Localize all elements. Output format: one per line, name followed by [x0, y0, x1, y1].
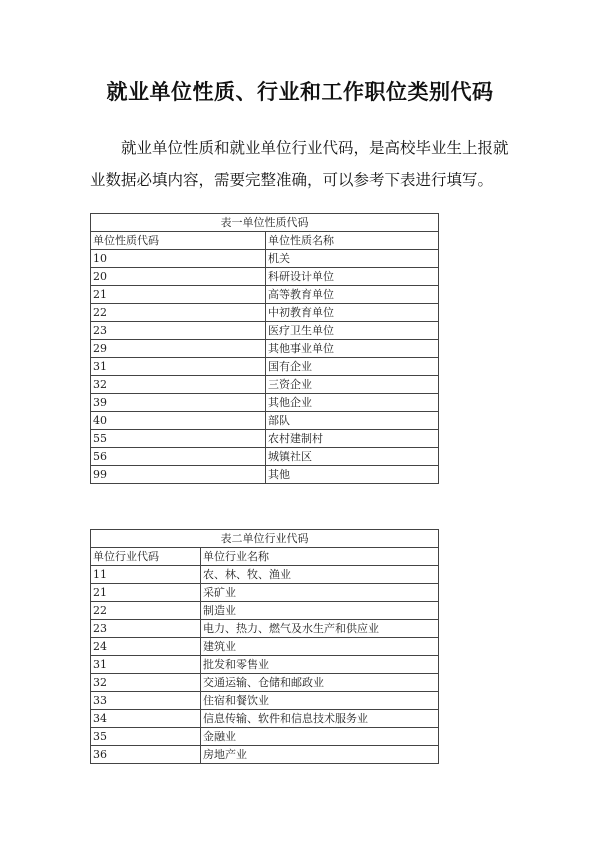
code-cell: 34: [91, 710, 201, 728]
table-caption: 表二单位行业代码: [91, 530, 439, 548]
name-cell: 采矿业: [201, 584, 439, 602]
table-row: [91, 448, 439, 466]
table-row: [91, 728, 439, 746]
table-row: [91, 322, 439, 340]
code-cell: 21: [91, 286, 266, 304]
table-row: [91, 656, 439, 674]
code-cell: 39: [91, 394, 266, 412]
code-cell: 31: [91, 358, 266, 376]
name-cell: 机关: [266, 250, 439, 268]
name-cell: 城镇社区: [266, 448, 439, 466]
table-row: [91, 394, 439, 412]
table-row: [91, 466, 439, 484]
name-cell: 电力、热力、燃气及水生产和供应业: [201, 620, 439, 638]
name-cell: 中初教育单位: [266, 304, 439, 322]
code-cell: 40: [91, 412, 266, 430]
column-header-name: 单位性质名称: [266, 232, 439, 250]
code-cell: 32: [91, 674, 201, 692]
table-row: [91, 250, 439, 268]
table-row: [91, 286, 439, 304]
table-row: [91, 376, 439, 394]
code-cell: 22: [91, 602, 201, 620]
unit-industry-code-table: [90, 529, 439, 764]
code-cell: 31: [91, 656, 201, 674]
name-cell: 三资企业: [266, 376, 439, 394]
name-cell: 科研设计单位: [266, 268, 439, 286]
table-row: [91, 268, 439, 286]
table-row: [91, 674, 439, 692]
table-row: [91, 566, 439, 584]
code-cell: 11: [91, 566, 201, 584]
name-cell: 住宿和餐饮业: [201, 692, 439, 710]
name-cell: 批发和零售业: [201, 656, 439, 674]
column-header-name: 单位行业名称: [201, 548, 439, 566]
table-row: [91, 620, 439, 638]
column-header-code: 单位性质代码: [91, 232, 266, 250]
code-cell: 29: [91, 340, 266, 358]
code-cell: 21: [91, 584, 201, 602]
name-cell: 制造业: [201, 602, 439, 620]
table-row: [91, 584, 439, 602]
name-cell: 其他事业单位: [266, 340, 439, 358]
code-cell: 23: [91, 620, 201, 638]
table-caption-row: [91, 530, 439, 548]
table-header-row: [91, 548, 439, 566]
name-cell: 建筑业: [201, 638, 439, 656]
name-cell: 农村建制村: [266, 430, 439, 448]
name-cell: 交通运输、仓储和邮政业: [201, 674, 439, 692]
table-row: [91, 638, 439, 656]
code-cell: 36: [91, 746, 201, 764]
code-cell: 22: [91, 304, 266, 322]
name-cell: 其他企业: [266, 394, 439, 412]
table-row: [91, 358, 439, 376]
table-row: [91, 710, 439, 728]
code-cell: 20: [91, 268, 266, 286]
unit-nature-code-table: [90, 213, 439, 484]
name-cell: 其他: [266, 466, 439, 484]
table-row: [91, 602, 439, 620]
table-caption-row: [91, 214, 439, 232]
name-cell: 信息传输、软件和信息技术服务业: [201, 710, 439, 728]
name-cell: 农、林、牧、渔业: [201, 566, 439, 584]
intro-paragraph: 就业单位性质和就业单位行业代码，是高校毕业生上报就业数据必填内容，需要完整准确，可以参考下表进行填写。: [90, 139, 509, 189]
table-row: [91, 692, 439, 710]
table-row: [91, 746, 439, 764]
table-row: [91, 412, 439, 430]
name-cell: 国有企业: [266, 358, 439, 376]
code-cell: 56: [91, 448, 266, 466]
table-row: [91, 340, 439, 358]
code-cell: 32: [91, 376, 266, 394]
name-cell: 金融业: [201, 728, 439, 746]
code-cell: 10: [91, 250, 266, 268]
table-row: [91, 304, 439, 322]
code-cell: 35: [91, 728, 201, 746]
table-row: [91, 430, 439, 448]
name-cell: 医疗卫生单位: [266, 322, 439, 340]
table-caption: 表一单位性质代码: [91, 214, 439, 232]
page-title: 就业单位性质、行业和工作职位类别代码: [106, 80, 494, 104]
name-cell: 房地产业: [201, 746, 439, 764]
name-cell: 高等教育单位: [266, 286, 439, 304]
code-cell: 33: [91, 692, 201, 710]
name-cell: 部队: [266, 412, 439, 430]
code-cell: 23: [91, 322, 266, 340]
table-header-row: [91, 232, 439, 250]
code-cell: 99: [91, 466, 266, 484]
code-cell: 55: [91, 430, 266, 448]
column-header-code: 单位行业代码: [91, 548, 201, 566]
code-cell: 24: [91, 638, 201, 656]
